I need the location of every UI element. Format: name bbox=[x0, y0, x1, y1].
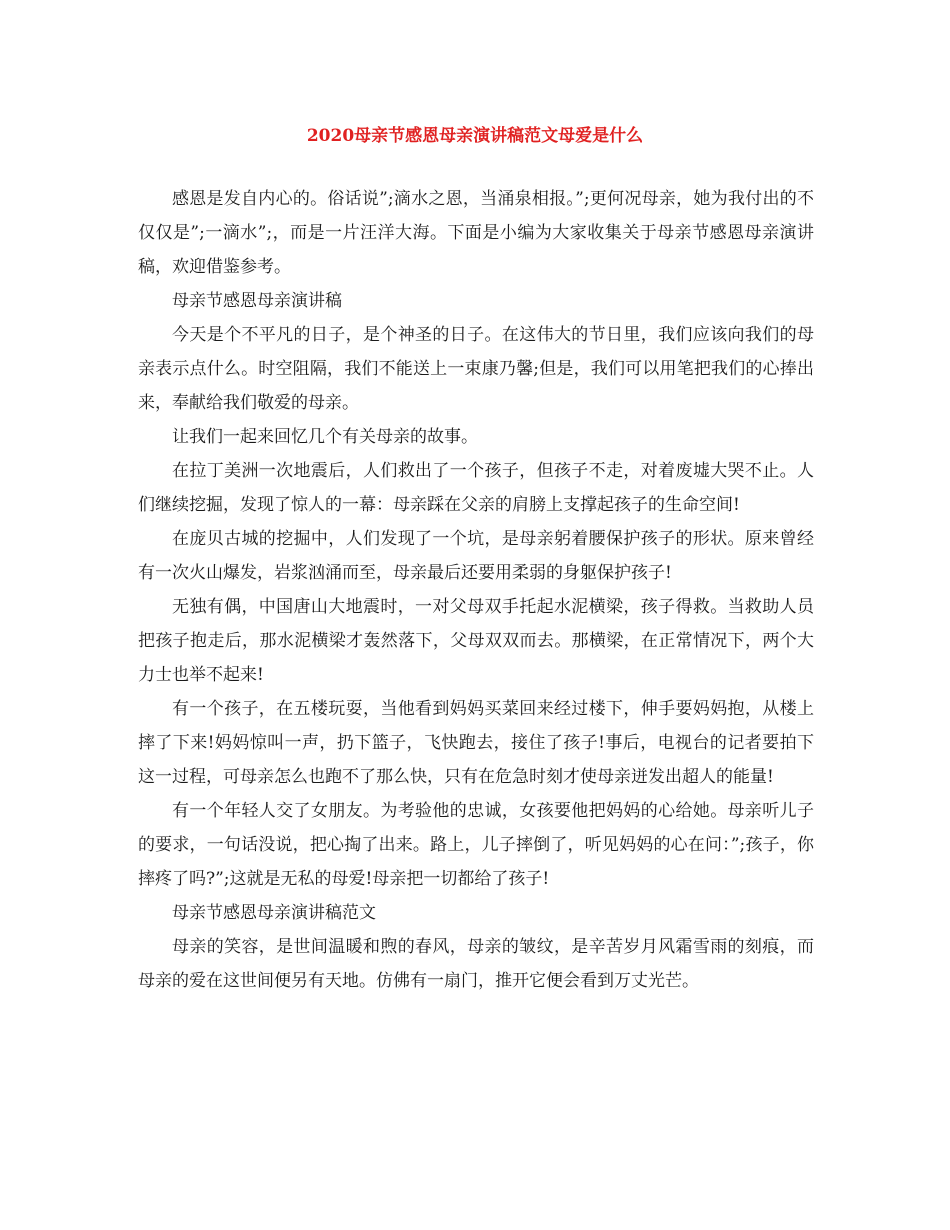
section-heading-speech-sample: 母亲节感恩母亲演讲稿范文 bbox=[172, 903, 376, 923]
paragraph-latin-america: 在拉丁美洲一次地震后，人们救出了一个孩子，但孩子不走，对着废墟大哭不止。人们继续挖掘，发现了惊人的一幕：母亲踩在父亲的肩膀上支撑起孩子的生命空间! bbox=[138, 461, 814, 515]
document-body bbox=[138, 182, 814, 998]
section-heading-speech: 母亲节感恩母亲演讲稿 bbox=[172, 291, 342, 311]
paragraph-pompeii: 在庞贝古城的挖掘中，人们发现了一个坑，是母亲躬着腰保护孩子的形状。原来曾经有一次火山爆发，岩浆汹涌而至，母亲最后还要用柔弱的身躯保护孩子! bbox=[138, 529, 814, 583]
paragraph-today: 今天是个不平凡的日子，是个神圣的日子。在这伟大的节日里，我们应该向我们的母亲表示点什么。时空阻隔，我们不能送上一束康乃馨;但是，我们可以用笔把我们的心捧出来，奉献给我们敬爱的母亲。 bbox=[138, 325, 814, 413]
paragraph-young-man: 有一个年轻人交了女朋友。为考验他的忠诚，女孩要他把妈妈的心给她。母亲听儿子的要求，一句话没说，把心掏了出来。路上，儿子摔倒了，听见妈妈的心在问：”;孩子，你摔疼了吗?”;这就是无私的母爱!母亲把一切都给了孩子! bbox=[138, 801, 814, 889]
paragraph-intro: 感恩是发自内心的。俗话说”;滴水之恩，当涌泉相报。”;更何况母亲，她为我付出的不仅仅是”;一滴水”;，而是一片汪洋大海。下面是小编为大家收集关于母亲节感恩母亲演讲稿，欢迎借鉴参考。 bbox=[138, 189, 814, 277]
document-title: 2020母亲节感恩母亲演讲稿范文母爱是什么 bbox=[306, 126, 644, 146]
paragraph-tangshan: 无独有偶，中国唐山大地震时，一对父母双手托起水泥横梁，孩子得救。当救助人员把孩子抱走后，那水泥横梁才轰然落下，父母双双而去。那横梁，在正常情况下，两个大力士也举不起来! bbox=[138, 597, 814, 685]
paragraph-recall: 让我们一起来回忆几个有关母亲的故事。 bbox=[172, 427, 478, 447]
paragraph-mothers-smile: 母亲的笑容，是世间温暖和煦的春风，母亲的皱纹，是辛苦岁月风霜雪雨的刻痕，而母亲的爱在这世间便另有天地。仿佛有一扇门，推开它便会看到万丈光芒。 bbox=[138, 937, 814, 991]
paragraph-fifth-floor: 有一个孩子，在五楼玩耍，当他看到妈妈买菜回来经过楼下，伸手要妈妈抱，从楼上摔了下来!妈妈惊叫一声，扔下篮子，飞快跑去，接住了孩子!事后，电视台的记者要拍下这一过程，可母亲怎么也跑不了那么快，只有在危急时刻才使母亲迸发出超人的能量! bbox=[138, 699, 814, 787]
